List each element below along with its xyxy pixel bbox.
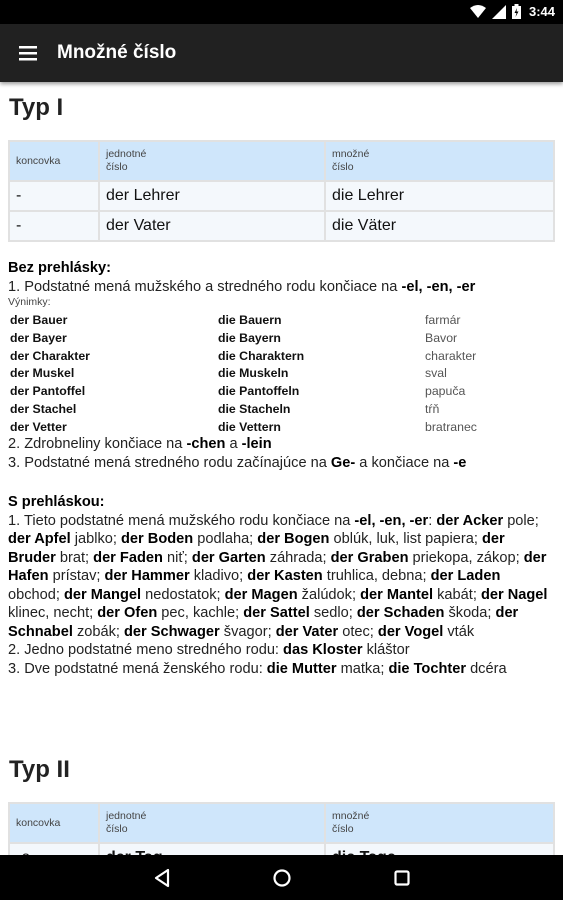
recents-icon[interactable] bbox=[390, 866, 414, 890]
app-title: Množné číslo bbox=[57, 42, 177, 63]
s-rule-3: 3. Dve podstatné mená ženského rodu: die Mutter matka; die Tochter dcéra bbox=[8, 660, 507, 677]
word-german: der Schwager bbox=[124, 623, 220, 640]
list-item: der Bauer die Bauern farmár bbox=[10, 313, 461, 327]
word-german: der Graben bbox=[330, 549, 409, 566]
bez-prehlasky-block bbox=[8, 259, 556, 309]
word-german: der Bruder bbox=[8, 531, 505, 566]
typ1-table bbox=[8, 140, 555, 242]
battery-icon bbox=[512, 4, 521, 19]
s-word-list bbox=[8, 513, 552, 640]
word-translation: záhrada; bbox=[265, 549, 331, 566]
list-item: der Charakter die Charaktern charakter bbox=[10, 348, 477, 363]
word-german: der Schnabel bbox=[8, 605, 519, 640]
list-item: der Stachel die Stacheln tŕň bbox=[10, 401, 440, 416]
table-header-row bbox=[9, 803, 554, 843]
header-koncovka: koncovka bbox=[9, 141, 99, 181]
table-cell: - bbox=[9, 181, 99, 211]
word-german: der Hafen bbox=[8, 549, 547, 584]
word-translation: kabát; bbox=[433, 586, 481, 603]
word-translation: jablko; bbox=[70, 531, 122, 547]
word-translation: škoda; bbox=[444, 605, 496, 621]
word-translation: pec, kachle; bbox=[157, 605, 244, 621]
section-heading-typ1: Typ I bbox=[9, 94, 64, 121]
header-jednotne: jednotné číslo bbox=[99, 803, 325, 843]
word-translation: brat; bbox=[55, 549, 94, 566]
word-german: der Magen bbox=[224, 586, 298, 603]
word-translation: podlaha; bbox=[193, 531, 258, 547]
word-german: der Laden bbox=[430, 568, 501, 584]
exceptions-list bbox=[10, 312, 550, 437]
word-german: der Vogel bbox=[377, 623, 444, 640]
word-german: der Nagel bbox=[480, 586, 548, 603]
word-translation: oblúk, luk, list papiera; bbox=[329, 531, 482, 547]
word-german: der Kasten bbox=[247, 568, 323, 584]
rule-3: 3. Podstatné mená stredného rodu začínajúce na Ge- a končiace na -e bbox=[8, 454, 467, 471]
word-german: der Acker bbox=[436, 512, 504, 529]
word-german: der Garten bbox=[191, 549, 266, 566]
app-bar bbox=[0, 24, 563, 82]
word-translation: priekopa, zákop; bbox=[408, 549, 524, 566]
list-item: der Pantoffel die Pantoffeln papuča bbox=[10, 384, 466, 399]
word-translation: truhlica, debna; bbox=[322, 568, 431, 584]
list-item: der Bayer die Bayern Bavor bbox=[10, 330, 458, 345]
section-heading-typ2: Typ II bbox=[9, 756, 70, 783]
word-translation: vták bbox=[443, 623, 475, 640]
signal-icon bbox=[492, 5, 506, 19]
word-translation: kladivo; bbox=[189, 568, 248, 584]
table-cell: die Lehrer bbox=[325, 181, 554, 211]
header-mnozne: množné číslo bbox=[325, 141, 554, 181]
home-icon[interactable] bbox=[270, 866, 294, 890]
header-koncovka: koncovka bbox=[9, 803, 99, 843]
wifi-icon bbox=[470, 5, 486, 19]
header-mnozne: množné číslo bbox=[325, 803, 554, 843]
status-bar bbox=[0, 0, 563, 24]
word-german: der Mangel bbox=[64, 586, 142, 603]
list-item: der Vetter die Vettern bratranec bbox=[10, 419, 477, 434]
s-prehlaskou-block bbox=[8, 493, 556, 678]
s-heading: S prehláskou: bbox=[8, 494, 105, 510]
rule-1: 1. Podstatné mená mužského a stredného rodu končiace na -el, -en, -er bbox=[8, 278, 476, 295]
word-translation: niť; bbox=[162, 549, 192, 566]
word-german: der Boden bbox=[121, 531, 194, 547]
table-cell: der Lehrer bbox=[99, 181, 325, 211]
rule-2: 2. Zdrobneliny končiace na -chen a -lein bbox=[8, 436, 272, 452]
status-time: 3:44 bbox=[528, 4, 555, 19]
table-row bbox=[9, 181, 554, 211]
table-cell: der Vater bbox=[99, 211, 325, 241]
table-header-row bbox=[9, 141, 554, 181]
content-scroll-area[interactable] bbox=[0, 82, 563, 855]
menu-icon[interactable] bbox=[16, 41, 40, 65]
word-translation: švagor; bbox=[219, 623, 276, 640]
header-jednotne: jednotné číslo bbox=[99, 141, 325, 181]
table-cell: - bbox=[9, 211, 99, 241]
word-translation: sedlo; bbox=[309, 605, 357, 621]
word-translation: obchod; bbox=[8, 568, 505, 603]
vynimky-label: Výnimky: bbox=[8, 296, 51, 308]
bez-heading: Bez prehlásky: bbox=[8, 260, 112, 276]
word-german: der Ofen bbox=[97, 605, 158, 621]
word-german: der Vater bbox=[275, 623, 339, 640]
table-row bbox=[9, 211, 554, 241]
word-translation: otec; bbox=[338, 623, 378, 640]
word-translation: pole; bbox=[503, 512, 543, 529]
s-rule-1: 1. Tieto podstatné mená mužského rodu končiace na -el, -en, -er: der Acker pole; der Apfel jablko; der Boden podlaha; der Bogen oblúk, luk, list papiera; der Bruder brat; der Faden niť; der Garten záhrada; der Graben priekopa, zákop; der Hafen prístav; der Hammer kladivo; der Kasten truhlica, debna; der Laden obchod; der Mangel nedostatok; der Magen žalúdok; der Mantel kabát; der Nagel klinec, necht; der Ofen pec, kachle; der Sattel sedlo; der Schaden škoda; der Schnabel zobák; der Schwager švagor; der Vater otec; der Vogel vták bbox=[8, 512, 552, 640]
word-german: der Hammer bbox=[104, 568, 190, 584]
word-translation: žalúdok; bbox=[297, 586, 361, 603]
list-item: der Muskel die Muskeln sval bbox=[10, 366, 447, 381]
word-translation: prístav; bbox=[48, 568, 105, 584]
word-translation: nedostatok; bbox=[141, 586, 225, 603]
table-cell: die Väter bbox=[325, 211, 554, 241]
word-german: der Mantel bbox=[360, 586, 434, 603]
back-icon[interactable] bbox=[150, 866, 174, 890]
word-german: der Apfel bbox=[8, 531, 71, 547]
word-translation: klinec, necht; bbox=[8, 586, 552, 621]
word-translation: zobák; bbox=[72, 623, 124, 640]
word-german: der Bogen bbox=[257, 531, 330, 547]
word-german: der Sattel bbox=[243, 605, 310, 621]
navigation-bar bbox=[0, 855, 563, 900]
word-german: der Schaden bbox=[356, 605, 445, 621]
rules-2-3 bbox=[8, 435, 556, 472]
word-german: der Faden bbox=[93, 549, 163, 566]
s-rule-2: 2. Jedno podstatné meno stredného rodu: das Kloster kláštor bbox=[8, 642, 410, 658]
